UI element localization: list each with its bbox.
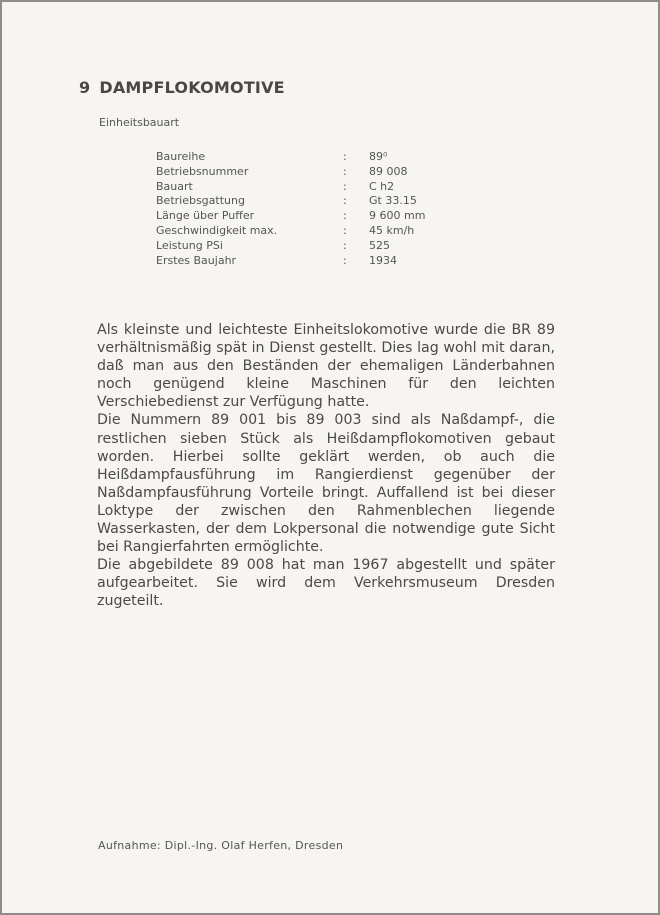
spec-row xyxy=(156,224,456,239)
spec-separator: : xyxy=(343,179,347,193)
title-text: DAMPFLOKOMOTIVE xyxy=(99,78,285,97)
spec-value: 89 008 xyxy=(369,164,408,178)
spec-separator: : xyxy=(343,223,347,237)
spec-value: 89⁰ xyxy=(369,150,388,163)
spec-label: Baureihe xyxy=(156,150,206,163)
paragraph: Die Nummern 89 001 bis 89 003 sind als Naßdampf-, die restlichen sieben Stück als Heißdampflokomotiven gebaut worden. Hierbei sollte geklärt werden, ob auch die Heißdampfausführung im Rangierdienst gegenüber der Naßdampfausführung Vorteile bringt. Auffallend ist bei dieser Loktype der zwischen den Rahmenblechen liegende Wasserkasten, der dem Lokpersonal die notwendige gute Sicht bei Rangierfahrten ermöglichte. xyxy=(97,412,555,556)
spec-label: Bauart xyxy=(156,179,193,193)
spec-label: Betriebsnummer xyxy=(156,164,249,178)
spec-value: 1934 xyxy=(369,253,397,267)
spec-value: 45 km/h xyxy=(369,223,415,237)
spec-value: 9 600 mm xyxy=(369,209,426,223)
spec-label: Erstes Baujahr xyxy=(156,253,237,267)
spec-row xyxy=(156,254,456,269)
spec-row xyxy=(156,180,456,195)
spec-row xyxy=(156,150,456,165)
spec-separator: : xyxy=(343,194,347,208)
spec-value: C h2 xyxy=(369,179,395,193)
spec-label: Geschwindigkeit max. xyxy=(156,223,278,237)
paragraph: Als kleinste und leichteste Einheitslokomotive wurde die BR 89 verhältnismäßig spät in Dienst gestellt. Dies lag wohl mit daran, daß man aus den Beständen der ehemaligen Länderbahnen noch genügend kleine Maschinen für den leichten Verschiebedienst zur Verfügung hatte. xyxy=(97,322,555,411)
spec-label: Betriebsgattung xyxy=(156,194,245,208)
description xyxy=(97,321,555,611)
paragraph: Die abgebildete 89 008 hat man 1967 abgestellt und später aufgearbeitet. Sie wird dem Verkehrsmuseum Dresden zugeteilt. xyxy=(97,557,555,610)
spec-separator: : xyxy=(343,253,347,267)
spec-separator: : xyxy=(343,238,347,252)
subtitle: Einheitsbauart xyxy=(99,116,180,129)
spec-row xyxy=(156,165,456,180)
spec-value: Gt 33.15 xyxy=(369,194,417,208)
spec-row xyxy=(156,194,456,209)
spec-label: Länge über Puffer xyxy=(156,209,255,223)
spec-table xyxy=(156,150,456,268)
spec-separator: : xyxy=(343,150,347,163)
spec-label: Leistung PSi xyxy=(156,238,223,252)
page-title xyxy=(79,78,285,97)
card-number: 9 xyxy=(79,78,91,97)
spec-row xyxy=(156,239,456,254)
spec-value: 525 xyxy=(369,238,390,252)
spec-row xyxy=(156,209,456,224)
spec-separator: : xyxy=(343,209,347,223)
photo-credit: Aufnahme: Dipl.-Ing. Olaf Herfen, Dresden xyxy=(98,839,344,852)
spec-separator: : xyxy=(343,164,347,178)
